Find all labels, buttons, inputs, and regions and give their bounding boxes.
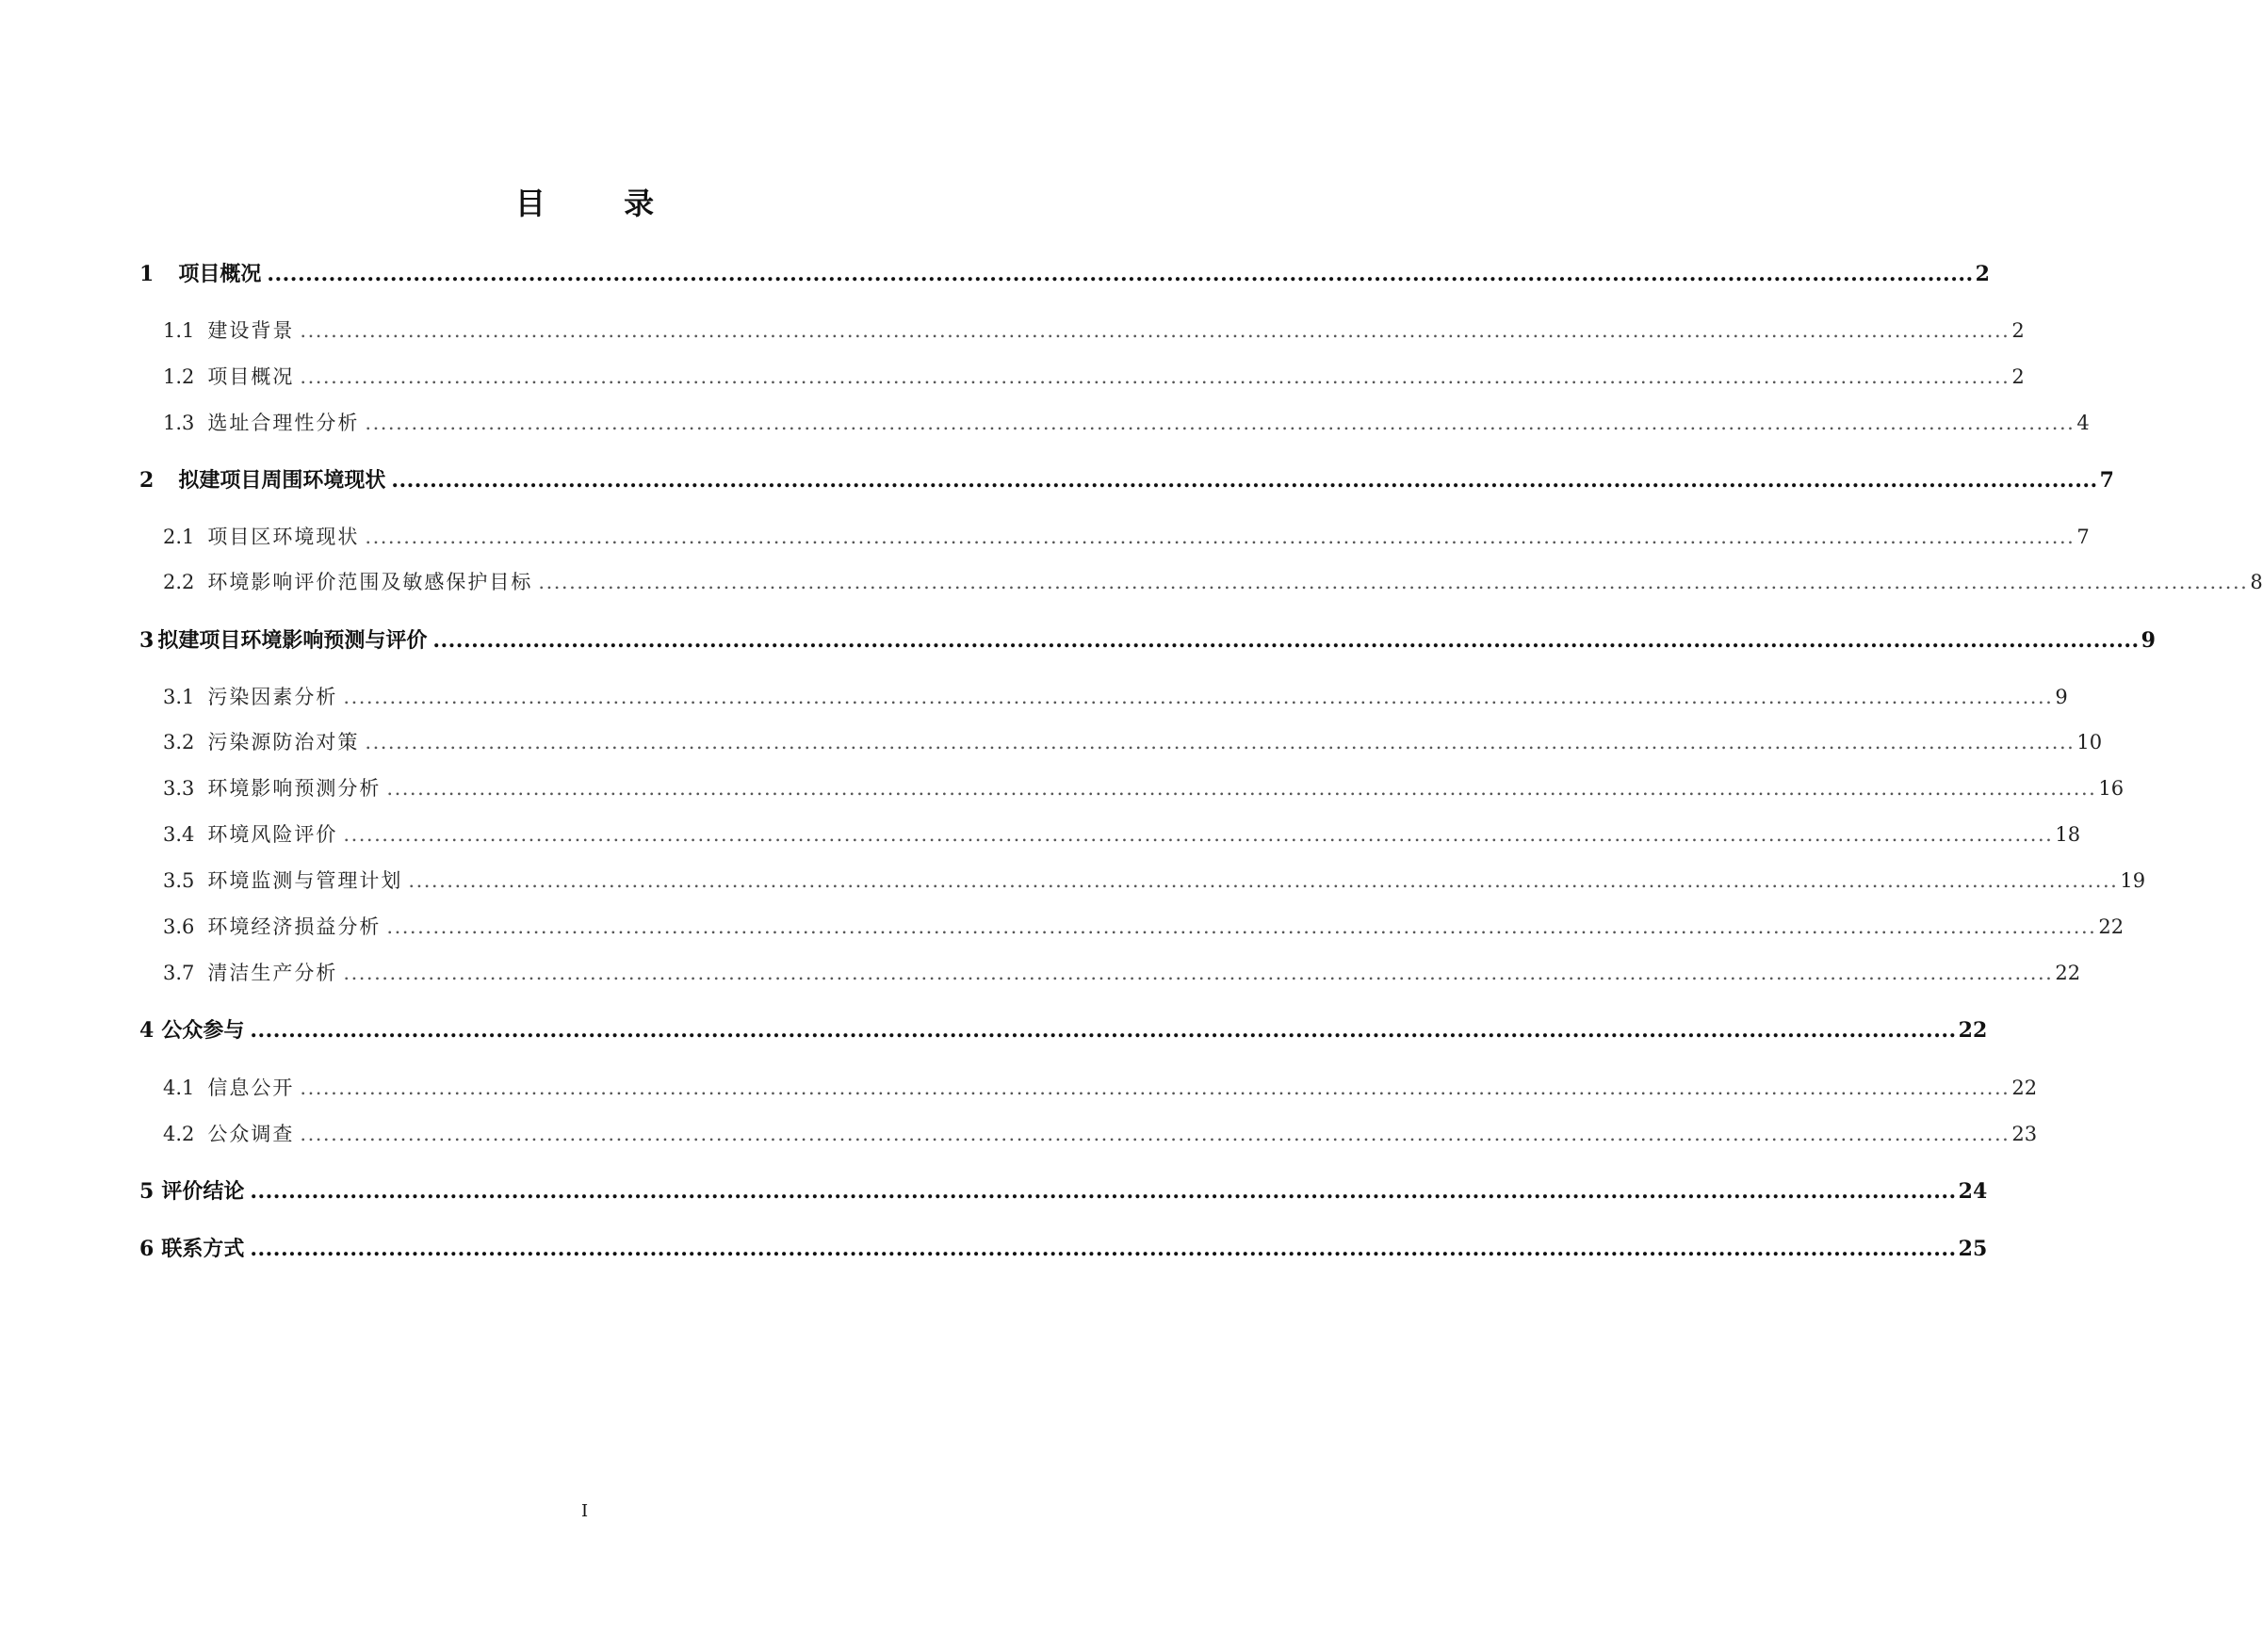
dot-leader: .............................................................................................................................................................................................................................. [386,915,2097,938]
toc-entry[interactable] [163,316,2025,345]
dot-leader: .............................................................................................................................................................................................................................. [408,869,2119,892]
toc-entry-page: 2 [1975,262,1990,286]
toc-entry-label: 评价结论 [161,1180,245,1204]
dot-leader: .............................................................................................................................................................................................................................. [300,1123,2011,1145]
toc-entry-page: 22 [2055,962,2081,984]
dot-leader: .............................................................................................................................................................................................................................. [432,628,2140,653]
toc-entry-page: 16 [2098,777,2125,800]
toc-entry-page: 24 [1958,1179,1988,1204]
dot-leader: .............................................................................................................................................................................................................................. [267,262,1974,286]
toc-entry-label: 项目区环境现状 [207,526,360,548]
toc-entry-number: 3.2 [163,731,195,753]
dot-leader: .............................................................................................................................................................................................................................. [250,1237,1957,1261]
toc-entry[interactable] [139,260,1990,289]
dot-leader: .............................................................................................................................................................................................................................. [300,1077,2011,1099]
toc-entry-label: 拟建项目环境影响预测与评价 [157,629,428,653]
toc-entry-page: 2 [2011,319,2025,342]
toc-entry-number: 4.2 [163,1123,195,1145]
dot-leader: .............................................................................................................................................................................................................................. [343,823,2054,846]
dot-leader: .............................................................................................................................................................................................................................. [300,319,2011,342]
toc-entry-label: 环境影响预测分析 [207,777,382,800]
toc-entry[interactable] [163,774,2125,802]
toc-entry[interactable] [163,913,2125,941]
toc-entry[interactable] [163,523,2090,551]
toc-entry[interactable] [139,466,2114,495]
dot-leader: .............................................................................................................................................................................................................................. [300,365,2011,388]
toc-entry-number: 3.4 [163,823,195,846]
toc-entry-label: 环境监测与管理计划 [207,869,403,892]
toc-entry-label: 联系方式 [161,1238,245,1261]
toc-entry[interactable] [163,683,2068,711]
toc-entry[interactable] [163,728,2103,756]
dot-leader: .............................................................................................................................................................................................................................. [250,1179,1957,1204]
dot-leader: .............................................................................................................................................................................................................................. [391,468,2098,493]
dot-leader: .............................................................................................................................................................................................................................. [538,571,2249,593]
toc-entry-number: 3.7 [163,962,195,984]
toc-entry-number: 2.1 [163,526,195,548]
toc-entry-number: 4 [139,1018,155,1043]
toc-entry-label: 环境影响评价范围及敏感保护目标 [207,571,533,593]
toc-entry[interactable] [163,959,2081,987]
toc-entry-page: 9 [2141,628,2156,653]
toc-entry[interactable] [163,1120,2038,1148]
dot-leader: .............................................................................................................................................................................................................................. [365,731,2076,753]
toc-entry-page: 8 [2250,571,2263,593]
toc-entry-page: 2 [2011,365,2025,388]
dot-leader: .............................................................................................................................................................................................................................. [343,962,2054,984]
toc-entry[interactable] [163,866,2146,895]
toc-entry[interactable] [163,568,2263,596]
toc-entry-number: 3 [139,628,155,653]
toc-entry-label: 环境经济损益分析 [207,915,382,938]
page-number: I [580,1501,589,1521]
toc-entry-number: 3.5 [163,869,195,892]
toc-entry-number: 3.1 [163,686,195,708]
toc-entry-page: 19 [2120,869,2146,892]
toc-entry[interactable] [163,1074,2038,1102]
toc-entry-number: 2.2 [163,571,195,593]
toc-entry-number: 1 [139,262,155,286]
toc-entry-page: 22 [2011,1077,2038,1099]
toc-entry[interactable] [139,1177,1988,1207]
toc-entry[interactable] [163,409,2090,437]
toc-entry-label: 污染因素分析 [207,686,338,708]
toc-entry-label: 项目概况 [178,263,262,286]
toc-entry-number: 1.3 [163,412,195,434]
toc-entry-page: 9 [2055,686,2068,708]
toc-entry[interactable] [139,1235,1988,1264]
toc-entry-number: 2 [139,468,155,493]
toc-entry-number: 1.1 [163,319,195,342]
dot-leader: .............................................................................................................................................................................................................................. [250,1018,1957,1043]
toc-entry-page: 23 [2011,1123,2038,1145]
toc-entry-page: 7 [2099,468,2114,493]
toc-entry-page: 7 [2076,526,2090,548]
toc-entry-label: 选址合理性分析 [207,412,360,434]
toc-entry[interactable] [139,1016,1988,1045]
toc-entry-page: 18 [2055,823,2081,846]
toc-entry-number: 4.1 [163,1077,195,1099]
toc-entry-page: 10 [2076,731,2103,753]
toc-entry[interactable] [163,820,2081,849]
toc-entry-number: 6 [139,1237,155,1261]
toc-entry-label: 环境风险评价 [207,823,338,846]
toc-entry-page: 22 [2098,915,2125,938]
toc-entry-page: 4 [2076,412,2090,434]
toc-entry[interactable] [163,363,2025,391]
page-title: 目 录 [514,186,689,221]
toc-entry-label: 信息公开 [207,1077,295,1099]
toc-entry-number: 3.3 [163,777,195,800]
dot-leader: .............................................................................................................................................................................................................................. [365,412,2076,434]
toc-entry-label: 拟建项目周围环境现状 [178,469,386,493]
toc-entry-page: 25 [1958,1237,1988,1261]
toc-entry-label: 建设背景 [207,319,295,342]
dot-leader: .............................................................................................................................................................................................................................. [343,686,2054,708]
toc-entry-page: 22 [1958,1018,1988,1043]
toc-entry-label: 公众调查 [207,1123,295,1145]
toc-entry-label: 公众参与 [161,1019,245,1043]
dot-leader: .............................................................................................................................................................................................................................. [386,777,2097,800]
toc-entry-label: 项目概况 [207,365,295,388]
toc-entry-label: 清洁生产分析 [207,962,338,984]
toc-entry-label: 污染源防治对策 [207,731,360,753]
toc-entry-number: 3.6 [163,915,195,938]
dot-leader: .............................................................................................................................................................................................................................. [365,526,2076,548]
toc-entry-number: 1.2 [163,365,195,388]
toc-entry-number: 5 [139,1179,155,1204]
toc-entry[interactable] [139,626,2156,656]
